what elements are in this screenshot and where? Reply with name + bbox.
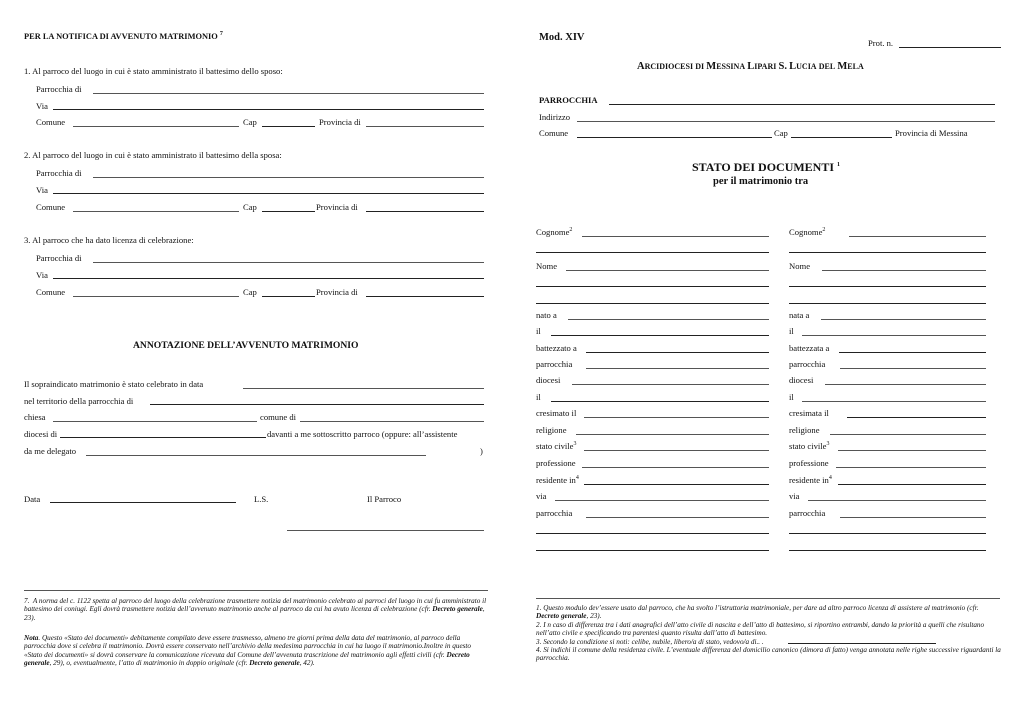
right-page — [512, 0, 1024, 724]
notification-heading — [24, 32, 223, 41]
groom-birthplace-label: nato a — [536, 310, 557, 320]
nota-label: Nota — [24, 634, 39, 642]
section3-cap-label: Cap — [243, 287, 257, 297]
nota-text-e: , 42). — [299, 659, 315, 668]
section2-via-label: Via — [36, 185, 48, 195]
diocese-di: DI — [695, 62, 705, 71]
bride-nome-label: Nome — [789, 261, 811, 271]
footnote-7-number: 7. — [24, 597, 30, 605]
parroco-label: Il Parroco — [367, 494, 402, 504]
diocese-a-initial: A — [637, 61, 645, 72]
bride-confirmed-label: cresimata il — [789, 408, 829, 418]
annotation-comune-field[interactable] — [300, 421, 484, 422]
bride-civil-status-text: stato civile — [789, 441, 827, 451]
section1-via-field[interactable] — [53, 109, 484, 110]
groom-confirmed-label: cresimato il — [536, 408, 577, 418]
groom-residence-text: residente in — [536, 475, 576, 485]
diocese-lu-rest: UCIA — [796, 62, 817, 71]
section2-provincia-field[interactable] — [366, 211, 484, 212]
bride-nome-extra-2[interactable] — [789, 303, 986, 304]
parish-cap-label: Cap — [774, 128, 788, 138]
bride-residence-text: residente in — [789, 475, 829, 485]
groom-diocese-label: diocesi — [536, 375, 561, 385]
signature-date-label: Data — [24, 494, 41, 504]
diocese-me-rest: ELA — [847, 62, 864, 71]
section3-parrocchia-label: Parrocchia di — [36, 253, 82, 263]
section3-title: 3. Al parroco che ha dato licenza di celebrazione: — [24, 235, 194, 245]
annotation-delegate-field[interactable] — [86, 455, 426, 456]
address-label: Indirizzo — [539, 112, 571, 122]
footnote-3-text: Secondo la condizione si noti: celibe, nubile, libero/a di stato, vedovo/a di.. . — [543, 637, 764, 646]
diocese-me-initial: M — [837, 61, 848, 72]
address-field[interactable] — [577, 121, 995, 122]
footnote-ref-7: 7 — [219, 31, 223, 38]
parish-comune-label: Comune — [539, 128, 569, 138]
protocol-label: Prot. n. — [868, 38, 894, 48]
bride-residence-label — [789, 475, 832, 485]
section2-comune-field[interactable] — [73, 211, 239, 212]
bride-religion-label: religione — [789, 425, 820, 435]
annotation-date-label: Il sopraindicato matrimonio è stato celebrato in data — [24, 379, 204, 389]
annotation-title: ANNOTAZIONE DELL’AVVENUTO MATRIMONIO — [133, 340, 359, 351]
footnotes-right — [536, 604, 1002, 663]
signature-date-field[interactable] — [50, 502, 236, 503]
footnote-ref-3: 3 — [573, 441, 577, 448]
section2-title: 2. Al parroco del luogo in cui è stato amministrato il battesimo della sposa: — [24, 150, 282, 160]
groom-diocese-field[interactable] — [572, 384, 769, 385]
groom-baptized-field[interactable] — [586, 352, 769, 353]
document-title — [692, 160, 840, 175]
groom-parish-field[interactable] — [586, 368, 769, 369]
right-footnote-separator — [536, 598, 1000, 599]
bride-parish-label: parrocchia — [789, 359, 826, 369]
section1-provincia-label: Provincia di — [319, 117, 361, 127]
groom-religion-label: religione — [536, 425, 567, 435]
nota-text-c: , 29), o, eventualmente, l’atto di matrimonio in doppio originale (cfr. — [49, 659, 248, 668]
diocese-l-rest: IPARI — [754, 62, 777, 71]
footnote-7-end: , 23). — [24, 605, 485, 622]
section3-cap-field[interactable] — [262, 296, 315, 297]
groom-nome-label: Nome — [536, 261, 558, 271]
bride-extra-line-2[interactable] — [789, 550, 986, 551]
section1-comune-field[interactable] — [73, 126, 239, 127]
seal-label: L.S. — [254, 494, 269, 504]
bride-religion-field[interactable] — [830, 434, 986, 435]
section1-title: 1. Al parroco del luogo in cui è stato amministrato il battesimo dello sposo: — [24, 66, 283, 76]
annotation-date-field[interactable] — [243, 388, 484, 389]
footnote-2-number: 2. — [536, 620, 542, 629]
bride-cognome-text: Cognome — [789, 227, 823, 237]
footnote-ref-2: 2 — [569, 227, 573, 234]
bride-profession-field[interactable] — [836, 467, 986, 468]
bride-birthplace-field[interactable] — [821, 319, 986, 320]
footnote-1 — [536, 604, 1002, 621]
bride-civil-status-label — [789, 441, 829, 451]
section2-parrocchia-field[interactable] — [93, 177, 484, 178]
annotation-delegate-label: da me delegato — [24, 446, 77, 456]
section1-cap-label: Cap — [243, 117, 257, 127]
bride-parish2-field[interactable] — [840, 517, 986, 518]
diocese-s: S. — [778, 61, 787, 72]
section1-parrocchia-field[interactable] — [93, 93, 484, 94]
nota-ref-1: Decreto generale — [24, 650, 470, 668]
groom-nome-field[interactable] — [566, 270, 769, 271]
groom-birthdate-field[interactable] — [551, 335, 769, 336]
footnote-1-text: Questo modulo dev’essere usato dal parroco, che ha svolto l’istruttoria matrimoniale, per dare ad altro parroco licenza di assistere al matrimonio (cfr. — [543, 604, 979, 612]
footnote-4-text: Si indichi il comune della residenza civile. L’eventuale differenza del domicilio canonico (dimora di fatto) venga annotata nelle righe successive riguardanti la parrocchia. — [536, 646, 1001, 663]
bride-street-label: via — [789, 491, 800, 501]
section1-comune-label: Comune — [36, 117, 66, 127]
footnote-ref-2-bride: 2 — [822, 227, 826, 234]
section1-via-label: Via — [36, 101, 48, 111]
section2-provincia-label: Provincia di — [316, 202, 358, 212]
footnote-ref-1: 1 — [837, 162, 841, 168]
groom-cognome-extra[interactable] — [536, 252, 769, 253]
diocese-heading — [637, 61, 864, 72]
section1-cap-field[interactable] — [262, 126, 315, 127]
bride-parish-field[interactable] — [840, 368, 986, 369]
groom-civil-status-field[interactable] — [584, 450, 769, 451]
model-number: Mod. XIV — [539, 32, 585, 43]
footnote-1-number: 1. — [536, 604, 542, 612]
annotation-diocese-label: diocesi di — [24, 429, 58, 439]
bride-profession-label: professione — [789, 458, 829, 468]
section2-cap-label: Cap — [243, 202, 257, 212]
bride-cognome-label — [789, 227, 825, 237]
groom-profession-field[interactable] — [582, 467, 769, 468]
bride-street-field[interactable] — [808, 500, 986, 501]
groom-parish-label: parrocchia — [536, 359, 573, 369]
footnote-3-line — [788, 643, 936, 644]
section3-comune-label: Comune — [36, 287, 66, 297]
section2-parrocchia-label: Parrocchia di — [36, 168, 82, 178]
bride-parish2-label: parrocchia — [789, 508, 826, 518]
protocol-field[interactable] — [899, 47, 1001, 48]
document-title-text: STATO DEI DOCUMENTI — [692, 160, 835, 174]
parish-cap-field[interactable] — [791, 137, 892, 138]
annotation-territory-field[interactable] — [150, 404, 484, 405]
groom-baptism-date-label: il — [536, 392, 541, 402]
footnote-separator — [24, 590, 488, 591]
bride-baptized-field[interactable] — [839, 352, 986, 353]
annotation-davanti-text: davanti a me sottoscritto parroco (oppure: all’assistente — [267, 429, 458, 439]
nota-ref-2: Decreto generale — [249, 659, 300, 668]
section1-provincia-field[interactable] — [366, 126, 484, 127]
parroco-signature-field[interactable] — [287, 530, 484, 531]
section3-via-label: Via — [36, 270, 48, 280]
bride-confirmed-field[interactable] — [847, 417, 986, 418]
section2-cap-field[interactable] — [262, 211, 315, 212]
groom-civil-status-text: stato civile — [536, 441, 574, 451]
section3-via-field[interactable] — [53, 278, 484, 279]
section2-comune-label: Comune — [36, 202, 66, 212]
footnote-3-number: 3. — [536, 637, 542, 646]
groom-cognome-label — [536, 227, 572, 237]
annotation-comune-label: comune di — [260, 412, 297, 422]
groom-profession-label: professione — [536, 458, 576, 468]
groom-street-label: via — [536, 491, 547, 501]
groom-cognome-text: Cognome — [536, 227, 570, 237]
parish-province-text: Provincia di Messina — [895, 128, 968, 138]
bride-residence-field[interactable] — [838, 484, 986, 485]
groom-cognome-field[interactable] — [582, 236, 769, 237]
diocese-m-initial: M — [706, 61, 717, 72]
groom-residence-field[interactable] — [584, 484, 769, 485]
bride-nome-field[interactable] — [822, 270, 986, 271]
footnote-ref-4-bride: 4 — [828, 475, 832, 482]
bride-birthplace-label: nata a — [789, 310, 810, 320]
diocese-lu-initial: L — [789, 61, 797, 72]
section3-provincia-label: Provincia di — [316, 287, 358, 297]
bride-birthdate-label: il — [789, 326, 794, 336]
section3-parrocchia-field[interactable] — [93, 262, 484, 263]
groom-religion-field[interactable] — [576, 434, 769, 435]
footnote-7 — [24, 597, 488, 622]
groom-nome-extra-2[interactable] — [536, 303, 769, 304]
groom-residence-label — [536, 475, 579, 485]
nota-block — [24, 634, 488, 668]
annotation-church-label: chiesa — [24, 412, 46, 422]
document-subtitle: per il matrimonio tra — [713, 176, 809, 187]
groom-baptism-date-field[interactable] — [551, 401, 769, 402]
bride-birthdate-field[interactable] — [802, 335, 986, 336]
footnote-2-text: I n caso di differenza tra i dati anagrafici dell’atto civile di nascita e dell’atto di battesimo, si riportino entrambi, dando la priorità a quelli che risultano nell’atto civile e specificando tra parentesi quanto risulta dall’atto di battesimo. — [536, 620, 985, 638]
groom-confirmed-field[interactable] — [584, 417, 769, 418]
diocese-m-rest: ESSINA — [716, 62, 746, 71]
footnote-ref-4: 4 — [575, 475, 579, 482]
section1-parrocchia-label: Parrocchia di — [36, 84, 82, 94]
section3-provincia-field[interactable] — [366, 296, 484, 297]
bride-diocese-label: diocesi — [789, 375, 814, 385]
groom-civil-status-label — [536, 441, 576, 451]
parish-comune-field[interactable] — [577, 137, 772, 138]
groom-nome-extra-1[interactable] — [536, 286, 769, 287]
footnote-ref-3-bride: 3 — [826, 441, 830, 448]
annotation-church-field[interactable] — [53, 421, 257, 422]
footnote-7-text: A norma del c. 1122 spetta al parroco del luogo della celebrazione trasmettere notizia del matrimonio celebrato ai parroci del luogo in cui fu amministrato il battesimo dei coniugi. Egli dovrà trasmettere notizia dell’avvenuto matrimonio anche al parroco da cui ha avuto licenza di celebrazione (cfr. — [24, 597, 487, 614]
footnote-3 — [536, 638, 1002, 646]
groom-parish2-label: parrocchia — [536, 508, 573, 518]
section2-via-field[interactable] — [53, 193, 484, 194]
footnote-4-number: 4. — [536, 646, 542, 655]
bride-baptism-date-field[interactable] — [802, 401, 986, 402]
footnote-7-ref: Decreto generale — [432, 605, 483, 614]
footnote-1-end: , 23). — [586, 612, 602, 621]
groom-birthdate-label: il — [536, 326, 541, 336]
nota-text-a: . Questo «Stato dei documenti» debitamente compilato deve essere trasmesso, almeno tre giorni prima della data del matrimonio, al parroco della parrocchia dove si celebra il matrimonio. Dovrà essere conservato nell’archivio della medesima parrocchia in cui ha luogo il matrimonio.Inoltre in questo «Stato dei documenti» si dovrà conservare la comunicazione ricevuta dal Comune dell’avvenuta trascrizione del matrimonio agli effetti civili (cfr. — [24, 634, 472, 659]
bride-cognome-field[interactable] — [849, 236, 986, 237]
groom-baptized-label: battezzato a — [536, 343, 577, 353]
bride-cognome-extra[interactable] — [789, 252, 986, 253]
groom-extra-line-1[interactable] — [536, 533, 769, 534]
annotation-close-paren: ) — [480, 446, 483, 456]
diocese-l-initial: L — [747, 61, 755, 72]
groom-street-field[interactable] — [555, 500, 769, 501]
groom-parish2-field[interactable] — [586, 517, 769, 518]
section3-comune-field[interactable] — [73, 296, 239, 297]
bride-extra-line-1[interactable] — [789, 533, 986, 534]
annotation-diocese-field[interactable] — [60, 437, 266, 438]
bride-civil-status-field[interactable] — [838, 450, 986, 451]
groom-birthplace-field[interactable] — [568, 319, 769, 320]
footnote-1-ref: Decreto generale — [536, 612, 587, 621]
bride-baptism-date-label: il — [789, 392, 794, 402]
footnote-2 — [536, 621, 1002, 638]
bride-baptized-label: battezzata a — [789, 343, 830, 353]
diocese-a-rest: RCIDIOCESI — [644, 62, 694, 71]
footnote-4 — [536, 646, 1002, 663]
groom-extra-line-2[interactable] — [536, 550, 769, 551]
parish-label: PARROCCHIA — [539, 95, 598, 105]
diocese-del: DEL — [818, 62, 836, 71]
notification-heading-text: PER LA NOTIFICA DI AVVENUTO MATRIMONIO — [24, 32, 218, 41]
bride-diocese-field[interactable] — [825, 384, 986, 385]
parish-field[interactable] — [609, 104, 995, 105]
annotation-territory-label: nel territorio della parrocchia di — [24, 396, 134, 406]
bride-nome-extra-1[interactable] — [789, 286, 986, 287]
